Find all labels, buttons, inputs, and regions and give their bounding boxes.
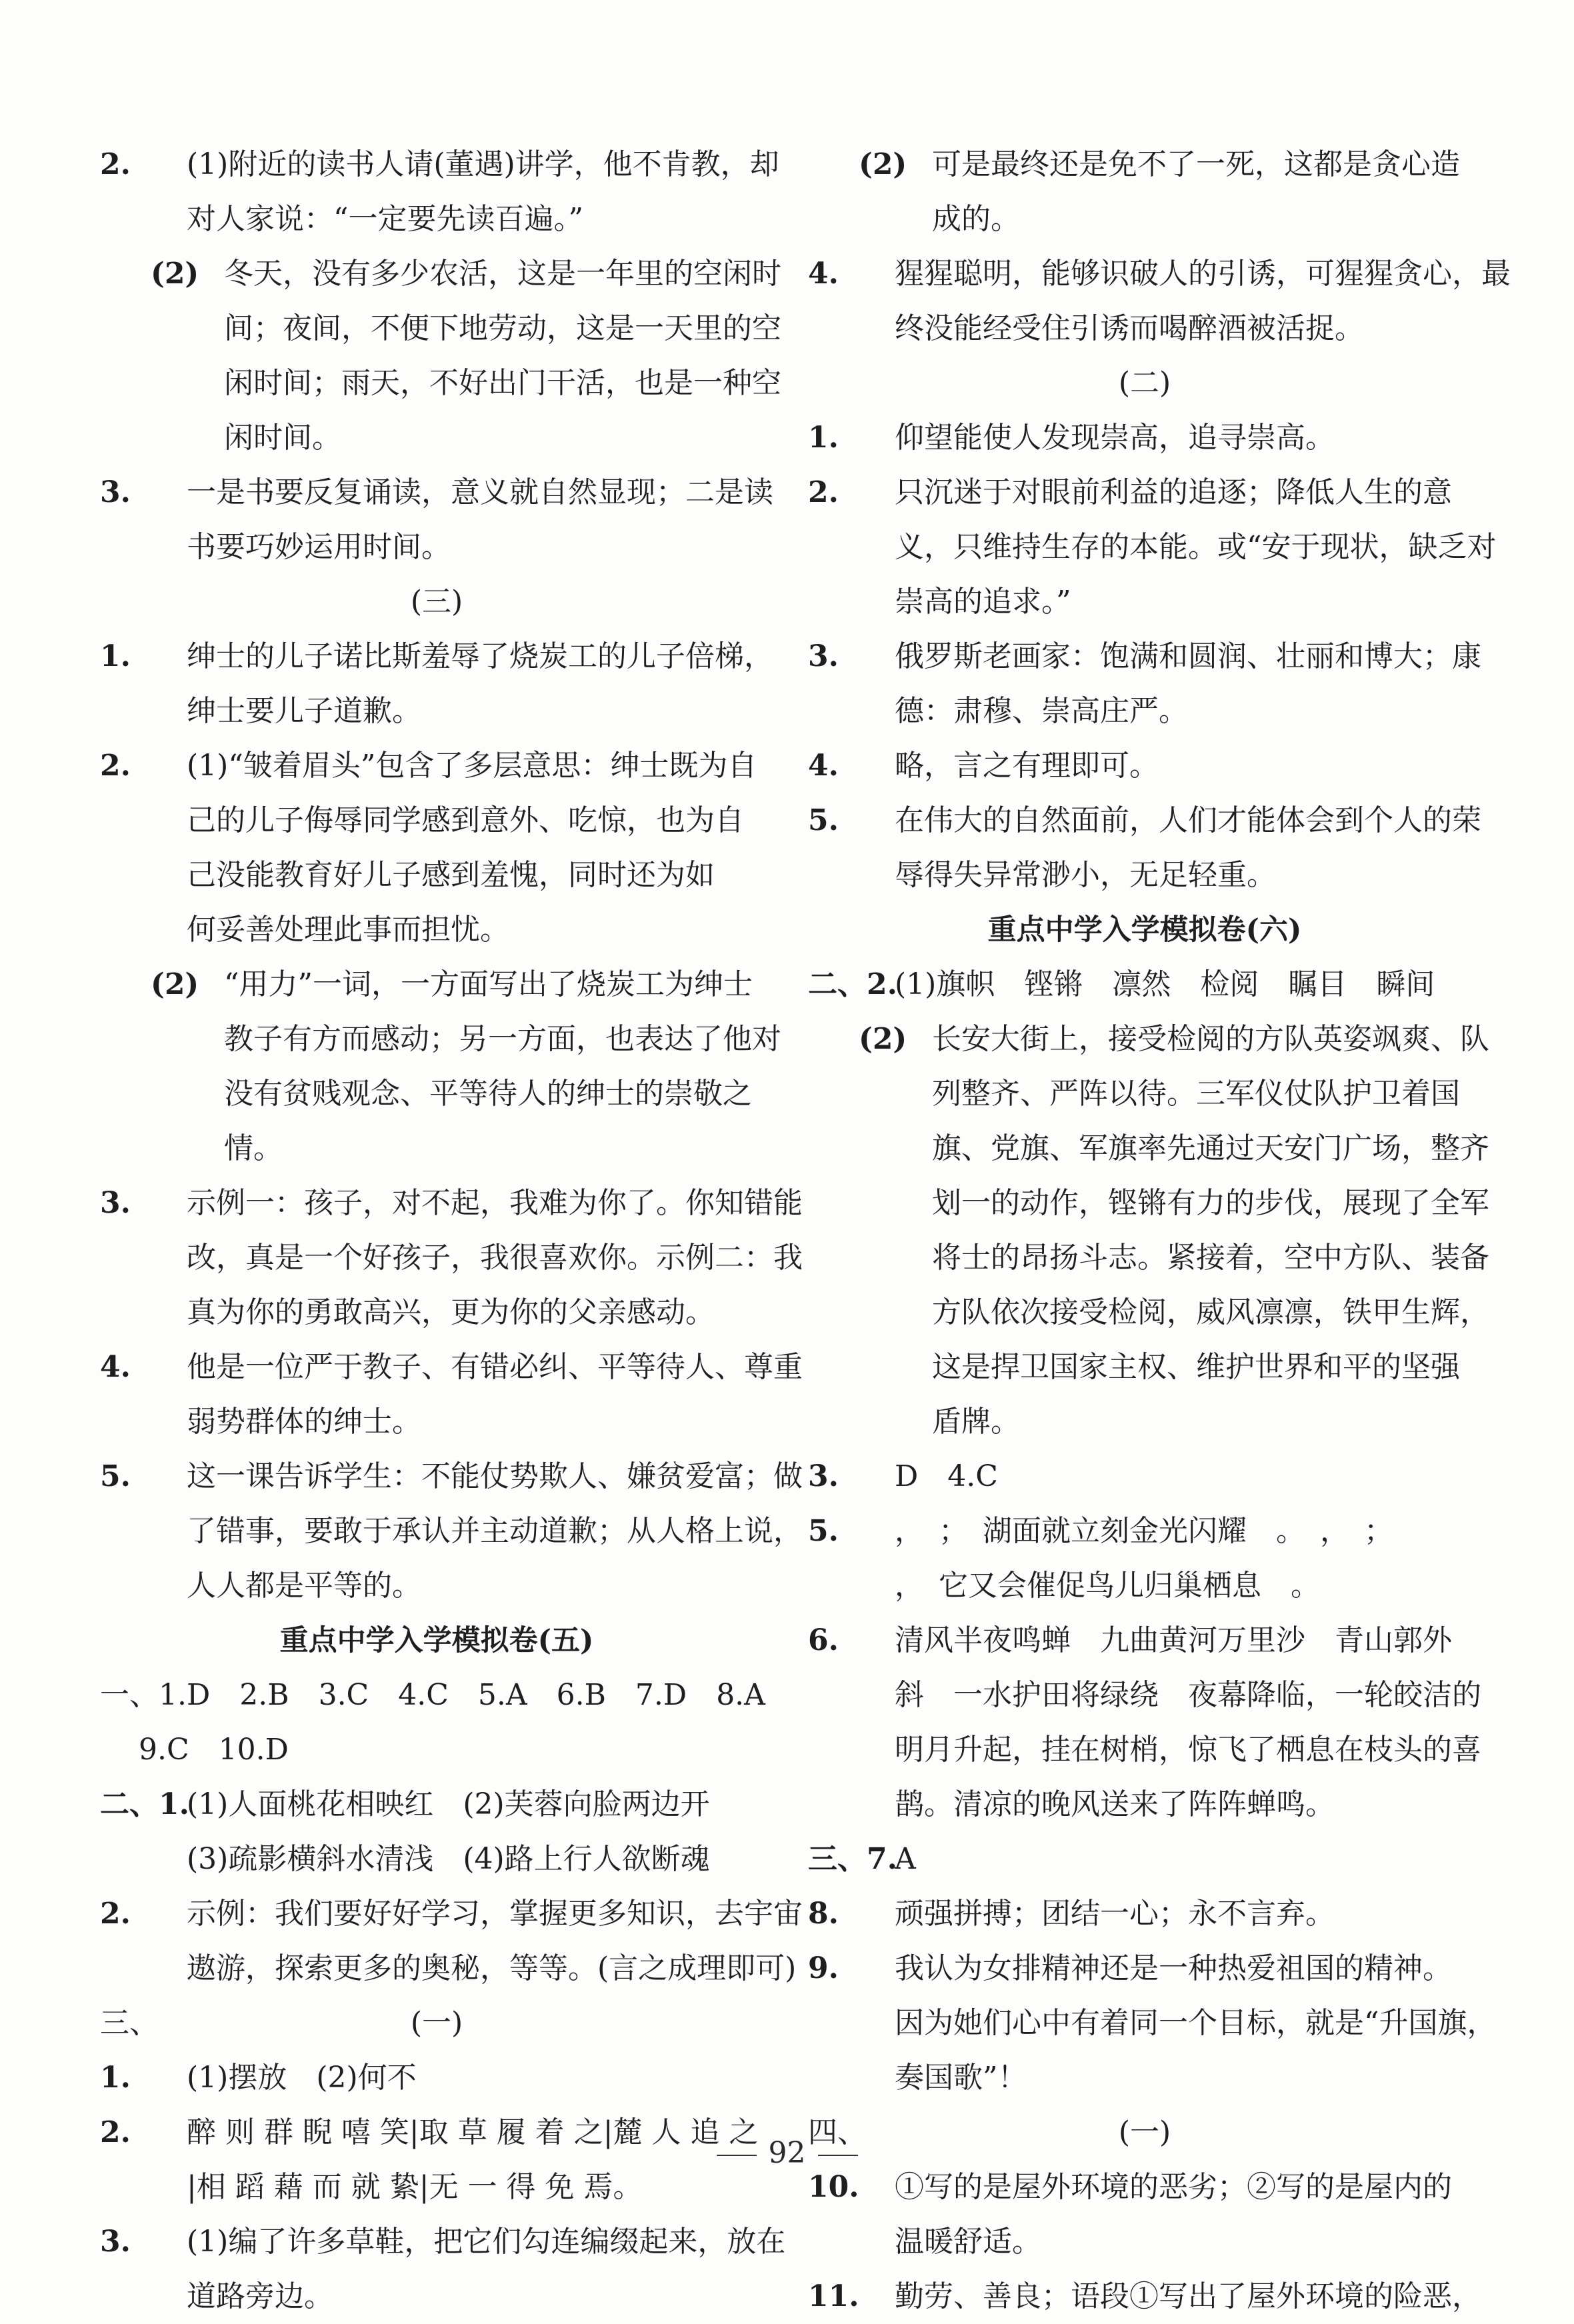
answer-line: 己没能教育好儿子感到羞愧，同时还为如 bbox=[187, 858, 715, 892]
answer-line: D 4.C bbox=[895, 1459, 998, 1493]
item-number: 2. bbox=[100, 2115, 131, 2149]
answer-line: 明月升起，挂在树梢，惊飞了栖息在枝头的喜 bbox=[895, 1733, 1481, 1767]
answer-item bbox=[808, 2160, 1481, 2269]
answer-line: 勤劳、善良；语段①写出了屋外环境的险恶， bbox=[895, 2279, 1481, 2313]
answer-item bbox=[100, 1449, 803, 1613]
answer-line: 重点中学入学模拟卷(六) bbox=[987, 913, 1302, 947]
item-number: (2) bbox=[859, 1022, 907, 1056]
answer-line: 只沉迷于对眼前利益的追逐；降低人生的意 bbox=[895, 475, 1452, 509]
item-number: 2. bbox=[100, 1897, 131, 1931]
answer-line: 这一课告诉学生：不能仗势欺人、嫌贫爱富；做 bbox=[187, 1459, 803, 1493]
answer-item bbox=[100, 629, 773, 739]
answer-line: (一) bbox=[1118, 2115, 1171, 2149]
answer-item bbox=[808, 1012, 1489, 1449]
section-heading bbox=[808, 903, 1481, 957]
item-number: 5. bbox=[100, 1459, 131, 1493]
item-number: 3. bbox=[808, 639, 839, 673]
answer-line: 辱得失异常渺小，无足轻重。 bbox=[895, 858, 1276, 892]
answer-item bbox=[808, 957, 1481, 1012]
answer-line: 这是捍卫国家主权、维护世界和平的坚强 bbox=[932, 1350, 1460, 1384]
answer-line: “用力”一词，一方面写出了烧炭工为绅士 bbox=[224, 967, 753, 1001]
answer-line: 旗、党旗、军旗率先通过天安门广场，整齐 bbox=[932, 1131, 1489, 1165]
answer-line: 闲时间。 bbox=[224, 421, 341, 455]
answer-line: 一、1.D 2.B 3.C 4.C 5.A 6.B 7.D 8.A bbox=[100, 1678, 765, 1712]
answer-line: 遨游，探索更多的奥秘，等等。(言之成理即可) bbox=[187, 1951, 797, 1985]
answer-line: 划一的动作，铿锵有力的步伐，展现了全军 bbox=[932, 1186, 1489, 1220]
answer-item bbox=[100, 1668, 773, 1777]
answer-item bbox=[808, 629, 1481, 739]
item-number: 8. bbox=[808, 1897, 839, 1931]
answer-line: 9.C 10.D bbox=[100, 1733, 289, 1767]
answer-line: ， 它又会催促鸟儿归巢栖息 。 bbox=[895, 1569, 1320, 1603]
answer-item bbox=[100, 1340, 803, 1449]
answer-item bbox=[808, 1613, 1481, 1832]
answer-item bbox=[808, 1832, 1481, 1887]
answer-item bbox=[808, 1449, 1481, 1504]
answer-line: 对人家说：“一定要先读百遍。” bbox=[187, 202, 583, 236]
answer-line: 绅士的儿子诺比斯羞辱了烧炭工的儿子倍梯， bbox=[187, 639, 773, 673]
item-number: 2. bbox=[808, 475, 839, 509]
answer-line: (1)人面桃花相映红 (2)芙蓉向脸两边开 bbox=[187, 1787, 710, 1821]
answer-line: A bbox=[895, 1842, 916, 1876]
answer-line: 斜 一水护田将绿绕 夜幕降临，一轮皎洁的 bbox=[895, 1678, 1481, 1712]
item-number: 3. bbox=[100, 1186, 131, 1220]
answer-item bbox=[100, 2051, 773, 2105]
answer-item bbox=[100, 465, 773, 575]
answer-line: 猩猩聪明，能够识破人的引诱，可猩猩贪心，最 bbox=[895, 257, 1511, 291]
answer-line: 间；夜间，不便下地劳动，这是一天里的空 bbox=[224, 311, 781, 345]
answer-line: 终没能经受住引诱而喝醉酒被活捉。 bbox=[895, 311, 1364, 345]
answer-item bbox=[808, 739, 1481, 793]
item-number: 4. bbox=[100, 1350, 131, 1384]
answer-item bbox=[808, 1887, 1481, 1941]
answer-line: 绅士要儿子道歉。 bbox=[187, 694, 421, 728]
item-number: 三、 bbox=[100, 2006, 159, 2040]
right-column bbox=[808, 137, 1511, 2324]
answer-line: 醉 则 群 睨 嘻 笑|取 草 履 着 之|麓 人 追 之 bbox=[187, 2115, 759, 2149]
answer-line: 教子有方而感动；另一方面，也表达了他对 bbox=[224, 1022, 781, 1056]
answer-line: 温暖舒适。 bbox=[895, 2225, 1041, 2259]
answer-line: (1)旗帜 铿锵 凛然 检阅 瞩目 瞬间 bbox=[895, 967, 1435, 1001]
answer-line: 人人都是平等的。 bbox=[187, 1569, 421, 1603]
item-number: 9. bbox=[808, 1951, 839, 1985]
item-number: 二、2. bbox=[808, 967, 897, 1001]
answer-line: 将士的昂扬斗志。紧接着，空中方队、装备 bbox=[932, 1241, 1489, 1275]
answer-line: 在伟大的自然面前，人们才能体会到个人的荣 bbox=[895, 803, 1481, 837]
answer-line: 成的。 bbox=[932, 202, 1020, 236]
item-number: 1. bbox=[100, 2061, 131, 2095]
item-number: 1. bbox=[808, 421, 839, 455]
answer-item bbox=[100, 739, 773, 957]
answer-line: 因为她们心中有着同一个目标，就是“升国旗， bbox=[895, 2006, 1497, 2040]
answer-item bbox=[808, 411, 1481, 465]
subsection-marker bbox=[100, 1996, 773, 2051]
answer-line: 清风半夜鸣蝉 九曲黄河万里沙 青山郭外 bbox=[895, 1623, 1452, 1657]
answer-line: 冬天，没有多少农活，这是一年里的空闲时 bbox=[224, 257, 781, 291]
answer-item bbox=[100, 1887, 803, 1996]
answer-line: 弱势群体的绅士。 bbox=[187, 1405, 421, 1439]
answer-item bbox=[808, 465, 1497, 629]
page-number: 92 bbox=[768, 2136, 806, 2170]
answer-line: (三) bbox=[410, 585, 463, 619]
item-number: 2. bbox=[100, 147, 131, 181]
answer-line: (1)“皱着眉头”包含了多层意思：绅士既为自 bbox=[187, 749, 757, 783]
footer-dash bbox=[818, 2155, 858, 2156]
item-number: 三、7. bbox=[808, 1842, 897, 1876]
answer-line: 情。 bbox=[224, 1131, 283, 1165]
item-number: 4. bbox=[808, 749, 839, 783]
subsection-marker bbox=[808, 356, 1481, 411]
item-number: 5. bbox=[808, 803, 839, 837]
item-number: 5. bbox=[808, 1514, 839, 1548]
answer-line: 德：肃穆、崇高庄严。 bbox=[895, 694, 1188, 728]
answer-line: 了错事，要敢于承认并主动道歉；从人格上说， bbox=[187, 1514, 803, 1548]
answer-line: 长安大街上，接受检阅的方队英姿飒爽、队 bbox=[932, 1022, 1489, 1056]
answer-line: 改，真是一个好孩子，我很喜欢你。示例二：我 bbox=[187, 1241, 803, 1275]
item-number: (2) bbox=[151, 257, 199, 291]
answer-item bbox=[808, 247, 1511, 356]
answer-item bbox=[808, 1941, 1497, 2105]
answer-line: 义，只维持生存的本能。或“安于现状，缺乏对 bbox=[895, 530, 1497, 564]
answer-item bbox=[100, 1777, 773, 1887]
answer-line: 道路旁边。 bbox=[187, 2279, 333, 2313]
page-footer bbox=[0, 2136, 1574, 2170]
answer-item bbox=[808, 137, 1481, 247]
item-number: 4. bbox=[808, 257, 839, 291]
answer-item bbox=[808, 793, 1481, 903]
answer-line: 示例：我们要好好学习，掌握更多知识，去宇宙 bbox=[187, 1897, 803, 1931]
answer-line: 鹊。清凉的晚风送来了阵阵蝉鸣。 bbox=[895, 1787, 1335, 1821]
answer-line: (二) bbox=[1118, 366, 1171, 400]
answer-line: (1)摆放 (2)何不 bbox=[187, 2061, 417, 2095]
answer-line: (一) bbox=[410, 2006, 463, 2040]
answer-line: 何妥善处理此事而担忧。 bbox=[187, 913, 509, 947]
answer-line: 崇高的追求。” bbox=[895, 585, 1071, 619]
item-number: 二、1. bbox=[100, 1787, 189, 1821]
answer-line: 盾牌。 bbox=[932, 1405, 1020, 1439]
answer-line: 列整齐、严阵以待。三军仪仗队护卫着国 bbox=[932, 1077, 1460, 1111]
answer-line: 示例一：孩子，对不起，我难为你了。你知错能 bbox=[187, 1186, 803, 1220]
answer-line: |相 蹈 藉 而 就 絷|无 一 得 免 焉。 bbox=[187, 2170, 643, 2204]
item-number: (2) bbox=[151, 967, 199, 1001]
item-number: 10. bbox=[808, 2170, 859, 2204]
answer-item bbox=[100, 137, 779, 247]
footer-dash bbox=[717, 2155, 757, 2156]
answer-line: 一是书要反复诵读，意义就自然显现；二是读 bbox=[187, 475, 773, 509]
answer-item bbox=[100, 247, 781, 465]
answer-line: 闲时间；雨天，不好出门干活，也是一种空 bbox=[224, 366, 781, 400]
answer-line: (3)疏影横斜水清浅 (4)路上行人欲断魂 bbox=[187, 1842, 710, 1876]
item-number: 2. bbox=[100, 749, 131, 783]
answer-line: (1)编了许多草鞋，把它们勾连编缀起来，放在 bbox=[187, 2225, 786, 2259]
item-number: 11. bbox=[808, 2279, 859, 2313]
answer-line: ， ； 湖面就立刻金光闪耀 。 ， ； bbox=[895, 1514, 1393, 1548]
answer-line: (1)附近的读书人请(董遇)讲学，他不肯教，却 bbox=[187, 147, 779, 181]
answer-item bbox=[100, 2215, 786, 2324]
item-number: 3. bbox=[100, 475, 131, 509]
item-number: 3. bbox=[808, 1459, 839, 1493]
answer-line: ①写的是屋外环境的恶劣；②写的是屋内的 bbox=[895, 2170, 1452, 2204]
item-number: 3. bbox=[100, 2225, 131, 2259]
answer-line: 顽强拼搏；团结一心；永不言弃。 bbox=[895, 1897, 1335, 1931]
answer-line: 我认为女排精神还是一种热爱祖国的精神。 bbox=[895, 1951, 1452, 1985]
subsection-marker bbox=[100, 575, 773, 629]
item-number: 四、 bbox=[808, 2115, 867, 2149]
answer-line: 没有贫贱观念、平等待人的绅士的崇敬之 bbox=[224, 1077, 752, 1111]
answer-line: 可是最终还是免不了一死，这都是贪心造 bbox=[932, 147, 1460, 181]
answer-line: 方队依次接受检阅，威风凛凛，铁甲生辉， bbox=[932, 1295, 1489, 1329]
answer-line: 他是一位严于教子、有错必纠、平等待人、尊重 bbox=[187, 1350, 803, 1384]
answer-item bbox=[808, 1504, 1481, 1613]
answer-line: 重点中学入学模拟卷(五) bbox=[279, 1624, 594, 1657]
answer-item bbox=[808, 2269, 1481, 2324]
answer-line: 奏国歌”！ bbox=[895, 2061, 1027, 2095]
answer-line: 己的儿子侮辱同学感到意外、吃惊，也为自 bbox=[187, 803, 744, 837]
answer-line: 真为你的勇敢高兴，更为你的父亲感动。 bbox=[187, 1295, 715, 1329]
answer-line: 书要巧妙运用时间。 bbox=[187, 530, 451, 564]
answer-item bbox=[100, 1176, 803, 1340]
item-number: (2) bbox=[859, 147, 907, 181]
answer-line: 仰望能使人发现崇高，追寻崇高。 bbox=[895, 421, 1335, 455]
answer-line: 略，言之有理即可。 bbox=[895, 749, 1159, 783]
item-number: 6. bbox=[808, 1623, 839, 1657]
answer-line: 俄罗斯老画家：饱满和圆润、壮丽和博大；康 bbox=[895, 639, 1481, 673]
section-heading bbox=[100, 1613, 773, 1668]
item-number: 1. bbox=[100, 639, 131, 673]
answer-item bbox=[100, 957, 781, 1176]
